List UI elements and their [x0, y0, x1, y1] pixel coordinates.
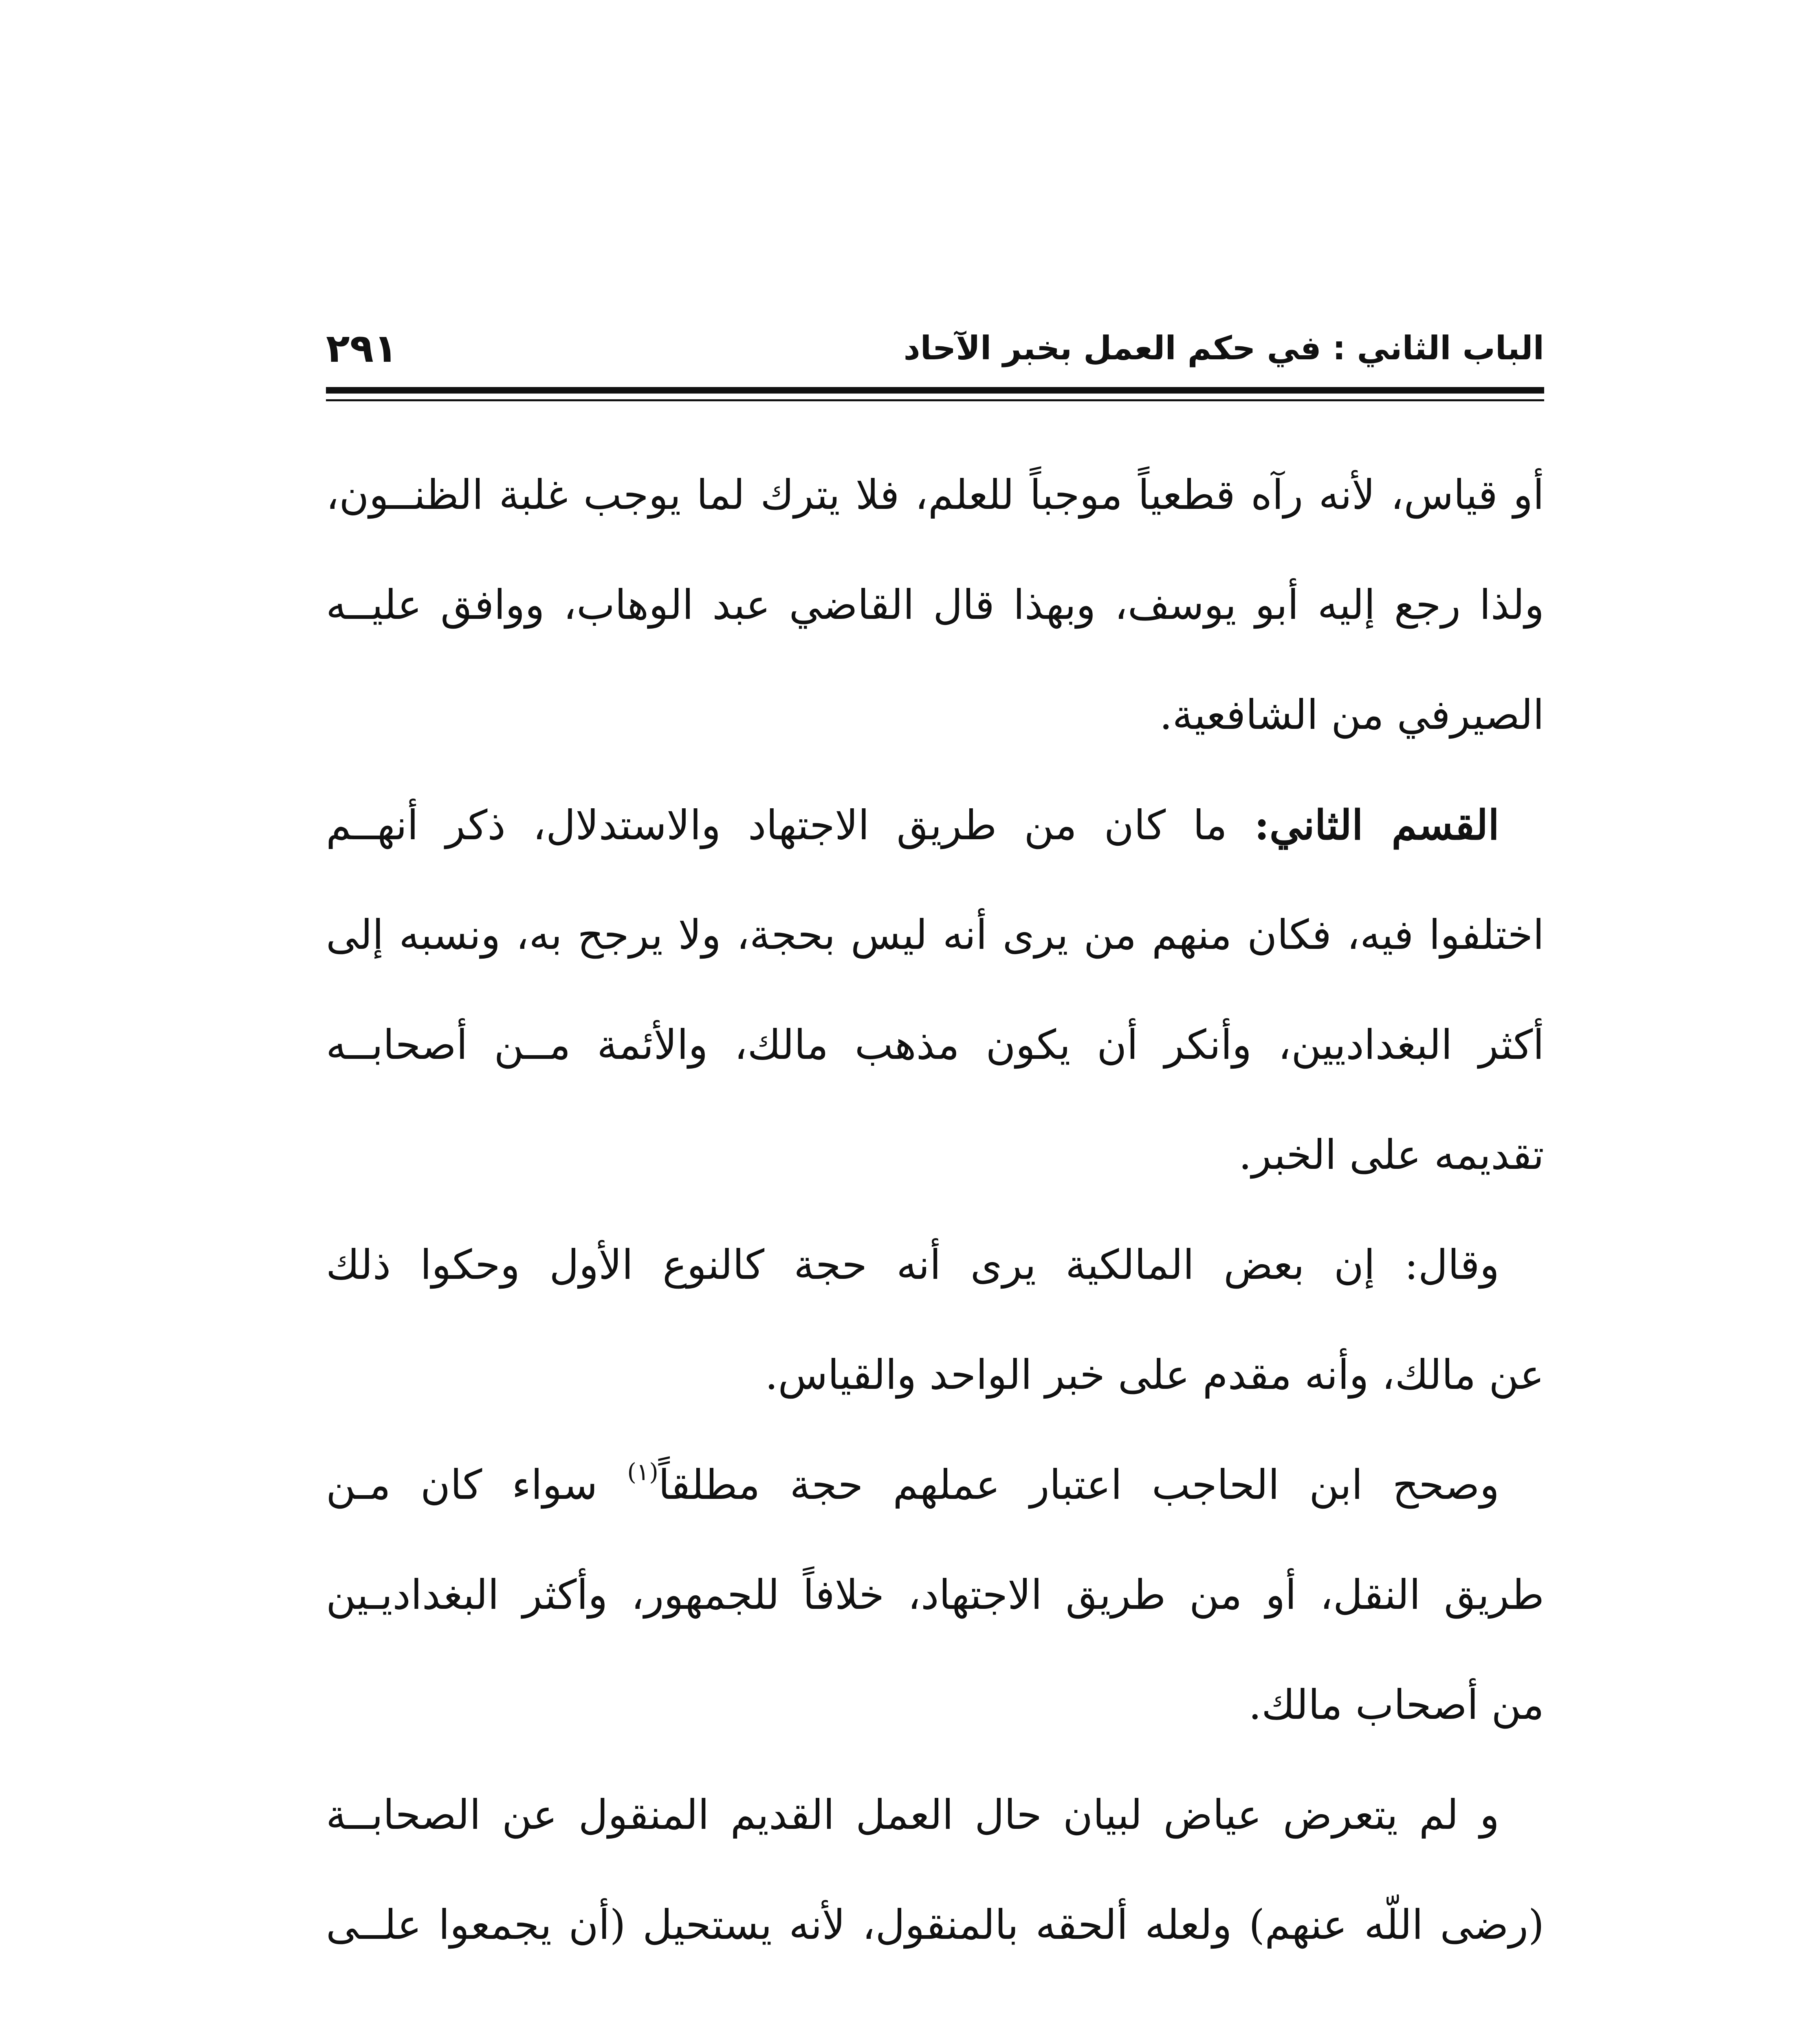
header-title: الباب الثاني : في حكم العمل بخبر الآحاد	[903, 329, 1544, 367]
header-rule	[326, 387, 1544, 394]
text-line: الصيرفي من الشافعية.	[1159, 691, 1544, 739]
text-fragment: ما كان من طريق الاجتهاد والاستدلال، ذكر أنهــم	[326, 801, 1227, 849]
text-line: و لم يتعرض عياض لبيان حال العمل القديم المنقول عن الصحابــة	[326, 1791, 1499, 1839]
footnote-reference: (١)	[627, 1458, 658, 1486]
text-fragment: وصحح ابن الحاجب اعتبار عملهم حجة مطلقاً	[658, 1461, 1499, 1509]
text-line: عن مالك، وأنه مقدم على خبر الواحد والقياس.	[765, 1351, 1544, 1399]
text-fragment: سواء كان مـن	[326, 1461, 627, 1509]
text-line: أكثر البغداديين، وأنكر أن يكون مذهب مالك، والأئمة مــن أصحابــه	[326, 1021, 1544, 1069]
text-line: (رضى اللّه عنهم) ولعله ألحقه بالمنقول، لأنه يستحيل (أن يجمعوا علــى	[326, 1901, 1544, 1949]
text-line-with-footnote	[326, 1430, 1544, 1540]
body-text	[326, 440, 1544, 1980]
page-number: ٢٩١	[326, 326, 398, 371]
text-line: اختلفوا فيه، فكان منهم من يرى أنه ليس بحجة، ولا يرجح به، ونسبه إلى	[326, 911, 1544, 959]
text-line: وقال: إن بعض المالكية يرى أنه حجة كالنوع الأول وحكوا ذلك	[326, 1241, 1499, 1289]
running-header	[326, 322, 1544, 383]
text-line: طريق النقل، أو من طريق الاجتهاد، خلافاً للجمهور، وأكثر البغداديـين	[326, 1571, 1544, 1619]
text-line: تقديمه على الخبر.	[1239, 1131, 1544, 1179]
header-rule-thin	[326, 399, 1544, 401]
text-line: ولذا رجع إليه أبو يوسف، وبهذا قال القاضي عبد الوهاب، ووافق عليــه	[326, 581, 1544, 629]
text-line: من أصحاب مالك.	[1248, 1681, 1544, 1729]
section-term: القسم الثاني:	[1254, 801, 1500, 849]
text-line: أو قياس، لأنه رآه قطعياً موجباً للعلم، فلا يترك لما يوجب غلبة الظنــون،	[326, 471, 1544, 519]
text-line-section	[326, 770, 1544, 880]
